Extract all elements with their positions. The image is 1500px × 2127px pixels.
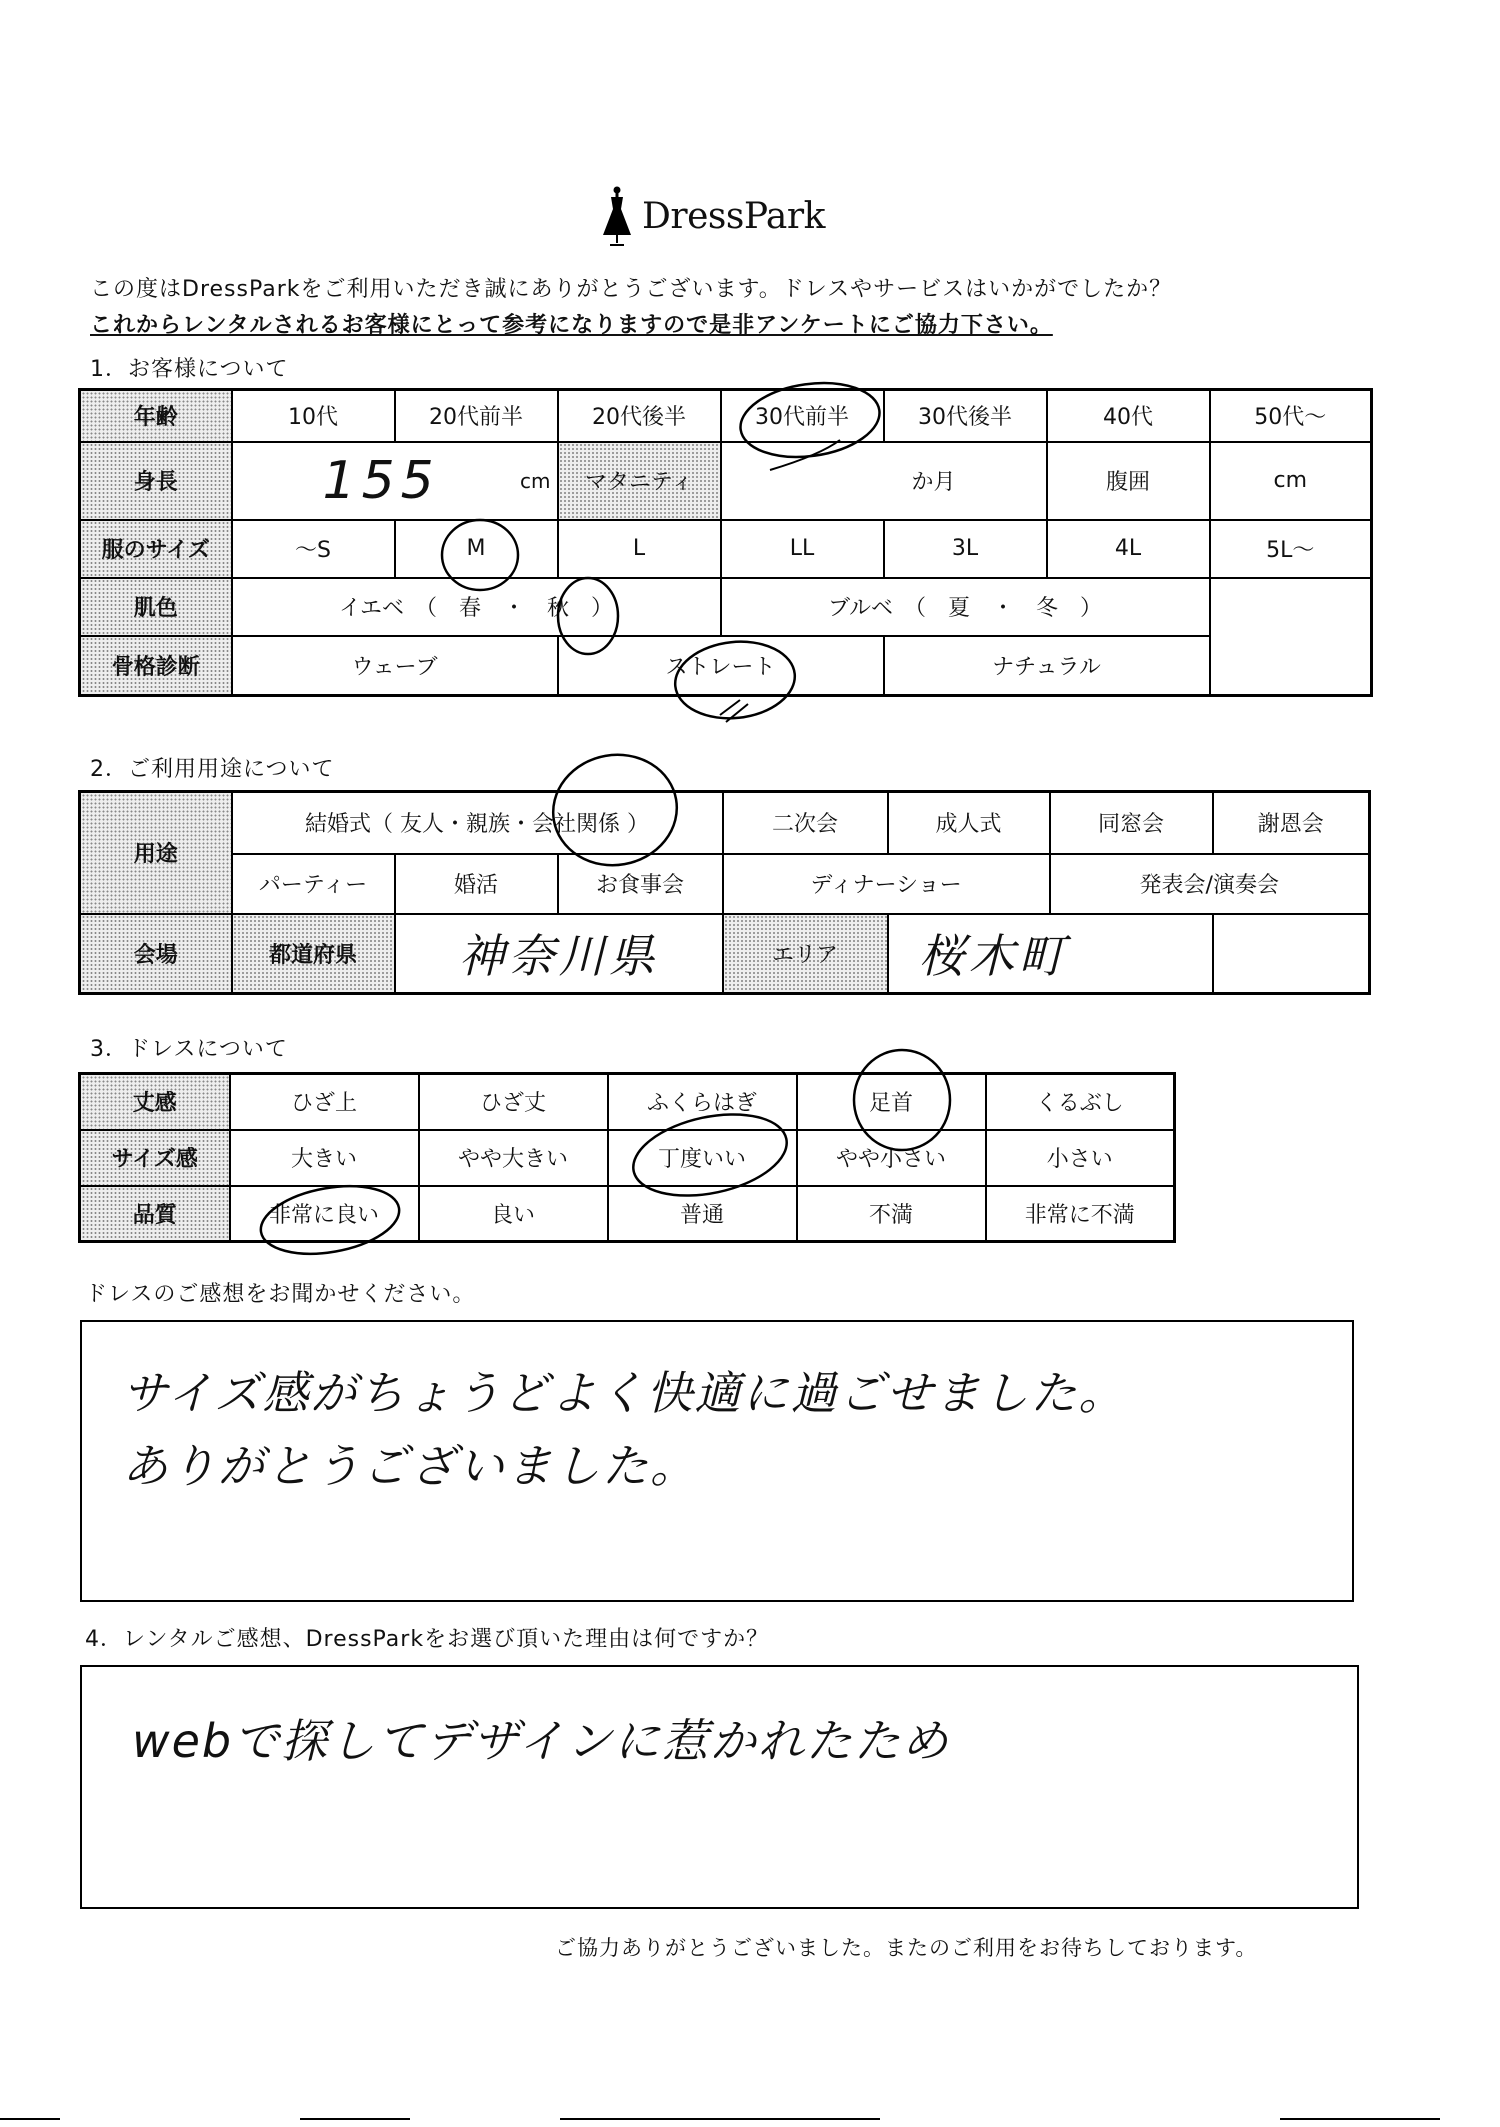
quality-option-selected[interactable]: 非常に良い bbox=[230, 1186, 419, 1242]
usage-wedding[interactable]: 結婚式（ 友人・親族・会社関係 ） bbox=[232, 792, 723, 854]
maternity-label: マタニティ bbox=[558, 442, 721, 520]
area-label: エリア bbox=[723, 914, 888, 994]
section2-title: 2．ご利用用途について bbox=[90, 757, 335, 782]
size-option[interactable]: ～S bbox=[232, 520, 395, 578]
usage-option[interactable]: 婚活 bbox=[395, 854, 558, 914]
size-option[interactable]: L bbox=[558, 520, 721, 578]
frame-row bbox=[80, 636, 1372, 696]
section4-title: 4．レンタルご感想、DressParkをお選び頂いた理由は何ですか？ bbox=[85, 1627, 770, 1652]
age-option-selected[interactable]: 30代前半 bbox=[721, 390, 884, 442]
pref-label: 都道府県 bbox=[232, 914, 395, 994]
dress-comment-line: ありがとうございました。 bbox=[122, 1439, 698, 1493]
length-option[interactable]: ふくらはぎ bbox=[608, 1074, 797, 1130]
fit-option[interactable]: やや大きい bbox=[419, 1130, 608, 1186]
height-row bbox=[80, 442, 1372, 520]
height-field[interactable] bbox=[232, 442, 558, 520]
age-option[interactable]: 50代～ bbox=[1210, 390, 1372, 442]
footer-thanks: ご協力ありがとうございました。またのご利用をお待ちしております。 bbox=[555, 1936, 1258, 1960]
scan-edge bbox=[1280, 2118, 1440, 2120]
pref-value[interactable]: 神奈川県 bbox=[395, 914, 723, 994]
usage-option[interactable]: パーティー bbox=[232, 854, 395, 914]
size-option[interactable]: LL bbox=[721, 520, 884, 578]
usage-option[interactable]: 成人式 bbox=[888, 792, 1050, 854]
skin-row bbox=[80, 578, 1372, 636]
fit-row bbox=[80, 1130, 1175, 1186]
fit-option[interactable]: やや小さい bbox=[797, 1130, 986, 1186]
venue-row bbox=[80, 914, 1370, 994]
skin-yellow[interactable]: イエベ （ 春 ・ 秋 ） bbox=[232, 578, 721, 636]
fit-option[interactable]: 小さい bbox=[986, 1130, 1175, 1186]
frame-label: 骨格診断 bbox=[80, 636, 232, 696]
frame-option[interactable]: ウェーブ bbox=[232, 636, 558, 696]
circle-mark bbox=[720, 700, 748, 722]
age-label: 年齢 bbox=[80, 390, 232, 442]
dress-comment-box[interactable] bbox=[80, 1320, 1354, 1602]
frame-option-selected[interactable]: ストレート bbox=[558, 636, 884, 696]
quality-label: 品質 bbox=[80, 1186, 230, 1242]
height-unit: cm bbox=[520, 468, 551, 493]
section1-title: 1．お客様について bbox=[90, 357, 289, 382]
size-option[interactable]: 5L～ bbox=[1210, 520, 1372, 578]
size-label: 服のサイズ bbox=[80, 520, 232, 578]
quality-option[interactable]: 良い bbox=[419, 1186, 608, 1242]
reason-answer: webで探してデザインに惹かれたため bbox=[132, 1714, 950, 1768]
usage-option[interactable]: 発表会/演奏会 bbox=[1050, 854, 1370, 914]
section3-title: 3．ドレスについて bbox=[90, 1037, 288, 1062]
fit-option-selected[interactable]: 丁度いい bbox=[608, 1130, 797, 1186]
intro-text: この度はDressParkをご利用いただき誠にありがとうございます。ドレスやサービスはいかがでしたか？ bbox=[90, 277, 1173, 302]
age-option[interactable]: 20代前半 bbox=[395, 390, 558, 442]
quality-option[interactable]: 非常に不満 bbox=[986, 1186, 1175, 1242]
length-option[interactable]: くるぶし bbox=[986, 1074, 1175, 1130]
waist-field[interactable]: cm bbox=[1210, 442, 1372, 520]
dress-comment-line: サイズ感がちょうどよく快適に過ごせました。 bbox=[122, 1366, 1127, 1420]
age-row bbox=[80, 390, 1372, 442]
customer-table bbox=[78, 388, 1373, 697]
usage-label: 用途 bbox=[80, 792, 232, 914]
dress-icon bbox=[600, 185, 634, 247]
size-row bbox=[80, 520, 1372, 578]
quality-option[interactable]: 普通 bbox=[608, 1186, 797, 1242]
length-row bbox=[80, 1074, 1175, 1130]
fit-option[interactable]: 大きい bbox=[230, 1130, 419, 1186]
usage-option[interactable]: ディナーショー bbox=[723, 854, 1050, 914]
usage-option[interactable]: 二次会 bbox=[723, 792, 888, 854]
usage-option[interactable]: 同窓会 bbox=[1050, 792, 1213, 854]
skin-blue[interactable]: ブルベ （ 夏 ・ 冬 ） bbox=[721, 578, 1210, 636]
area-value[interactable]: 桜木町 bbox=[888, 914, 1213, 994]
age-option[interactable]: 30代後半 bbox=[884, 390, 1047, 442]
reason-box[interactable] bbox=[80, 1665, 1359, 1909]
scan-edge bbox=[300, 2118, 410, 2120]
scan-edge bbox=[560, 2118, 880, 2120]
age-option[interactable]: 20代後半 bbox=[558, 390, 721, 442]
skin-label: 肌色 bbox=[80, 578, 232, 636]
logo-text: DressPark bbox=[642, 195, 825, 237]
quality-row bbox=[80, 1186, 1175, 1242]
venue-label: 会場 bbox=[80, 914, 232, 994]
intro-request: これからレンタルされるお客様にとって参考になりますので是非アンケートにご協力下さい。 bbox=[90, 313, 1053, 338]
size-option[interactable]: 4L bbox=[1047, 520, 1210, 578]
comment-prompt: ドレスのご感想をお聞かせください。 bbox=[85, 1282, 476, 1307]
size-option[interactable]: 3L bbox=[884, 520, 1047, 578]
maternity-field[interactable]: か月 bbox=[721, 442, 1047, 520]
age-option[interactable]: 40代 bbox=[1047, 390, 1210, 442]
usage-option[interactable]: 謝恩会 bbox=[1213, 792, 1370, 854]
fit-label: サイズ感 bbox=[80, 1130, 230, 1186]
size-option-selected[interactable]: M bbox=[395, 520, 558, 578]
usage-row1 bbox=[80, 792, 1370, 854]
length-option[interactable]: ひざ上 bbox=[230, 1074, 419, 1130]
length-label: 丈感 bbox=[80, 1074, 230, 1130]
height-value: 155 bbox=[322, 450, 440, 511]
age-option[interactable]: 10代 bbox=[232, 390, 395, 442]
usage-table bbox=[78, 790, 1371, 995]
waist-label: 腹囲 bbox=[1047, 442, 1210, 520]
scan-edge bbox=[0, 2118, 60, 2120]
frame-option[interactable]: ナチュラル bbox=[884, 636, 1210, 696]
height-label: 身長 bbox=[80, 442, 232, 520]
quality-option[interactable]: 不満 bbox=[797, 1186, 986, 1242]
logo bbox=[600, 185, 825, 247]
usage-option[interactable]: お食事会 bbox=[558, 854, 723, 914]
usage-row2 bbox=[80, 854, 1370, 914]
length-option-selected[interactable]: 足首 bbox=[797, 1074, 986, 1130]
dress-table bbox=[78, 1072, 1176, 1243]
length-option[interactable]: ひざ丈 bbox=[419, 1074, 608, 1130]
